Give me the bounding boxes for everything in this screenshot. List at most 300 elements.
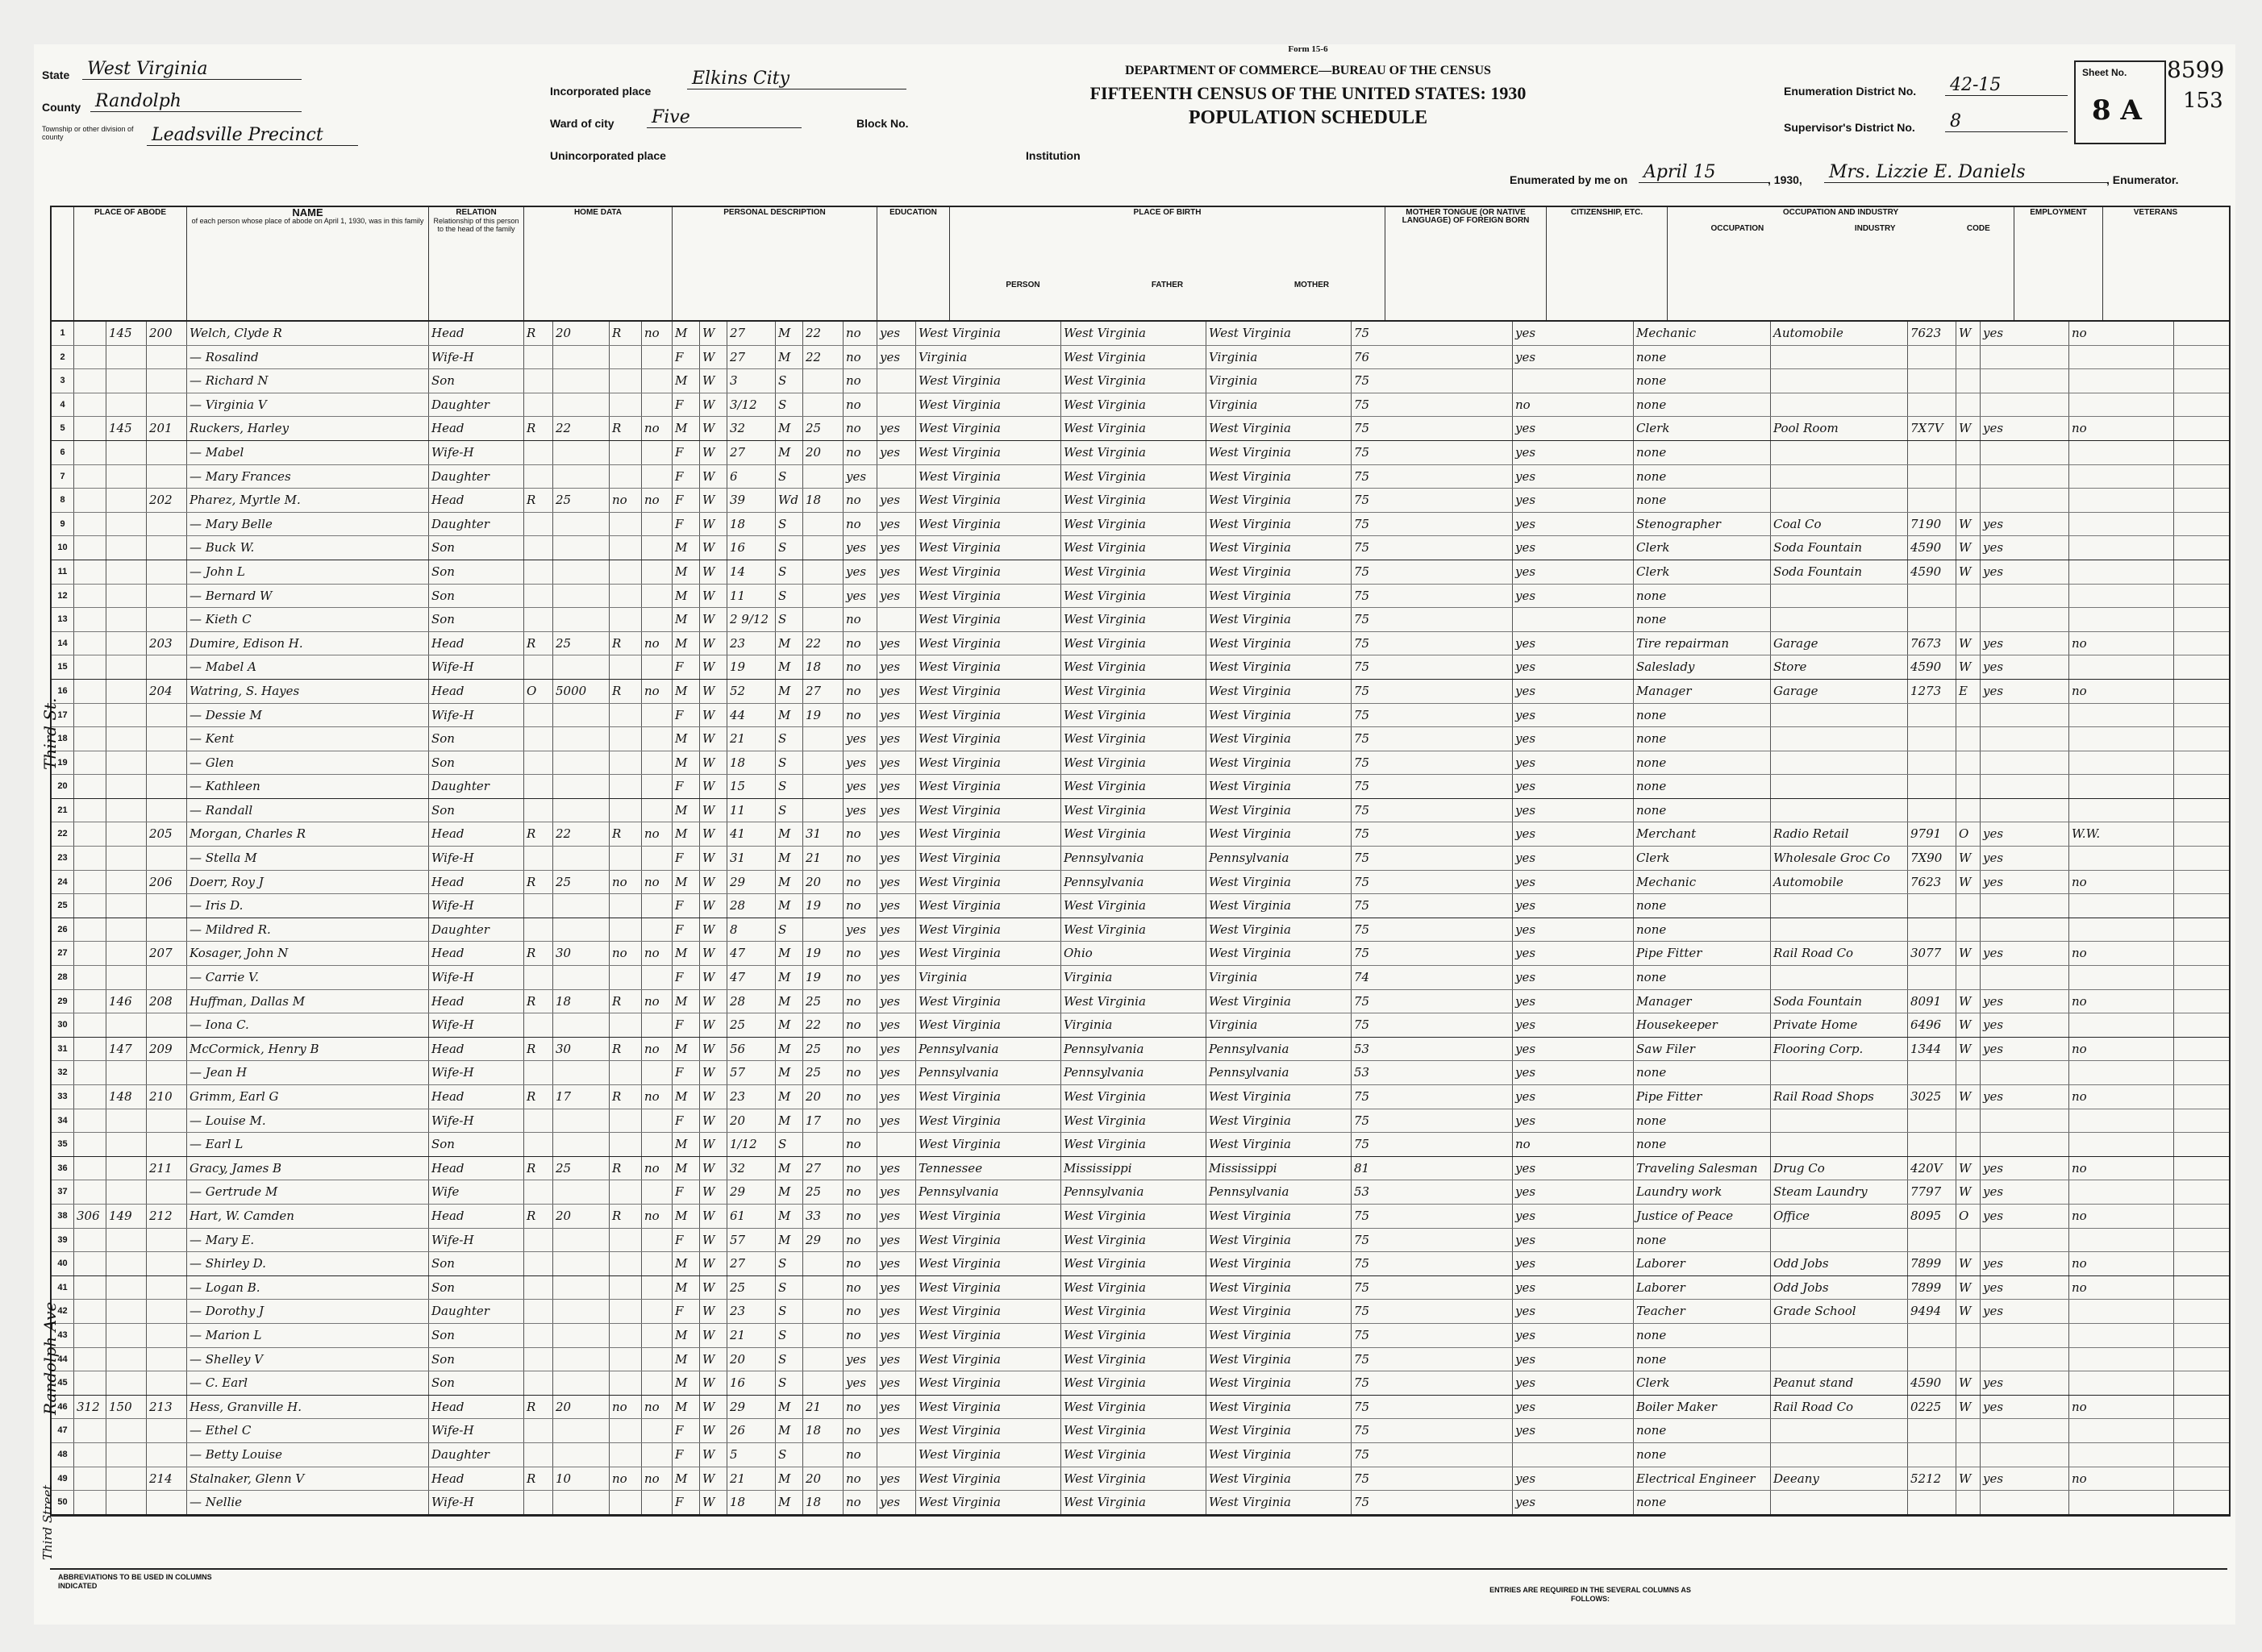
cell-sch: yes	[844, 799, 877, 822]
cell-agem	[803, 1276, 844, 1300]
cell-race: W	[700, 727, 727, 751]
cell-age: 16	[727, 536, 776, 560]
year-label: , 1930,	[1768, 173, 1802, 186]
sheet-footer	[50, 1568, 2227, 1626]
cell-work: yes	[1981, 680, 2069, 703]
cell-own	[524, 894, 553, 918]
cell-val: 20	[553, 1205, 610, 1228]
cell-bp: West Virginia	[916, 918, 1061, 942]
cell-code	[1908, 775, 1956, 798]
cell-ind	[1771, 393, 1908, 417]
header-birth-title: PLACE OF BIRTH	[1133, 208, 1202, 217]
cell-fam	[147, 369, 187, 393]
cell-read: yes	[877, 1109, 916, 1133]
cell-st	[74, 369, 106, 393]
cell-race: W	[700, 560, 727, 584]
cell-sch: no	[844, 1467, 877, 1491]
cell-lang: 53	[1352, 1038, 1513, 1061]
cell-bm: West Virginia	[1206, 822, 1352, 846]
cell-val	[553, 1371, 610, 1395]
cell-farm: no	[642, 990, 673, 1013]
cell-cls: W	[1956, 655, 1981, 679]
cell-eng: yes	[1513, 990, 1634, 1013]
cell-age: 11	[727, 799, 776, 822]
cell-house	[106, 1133, 147, 1156]
enumerator-label: , Enumerator.	[2106, 173, 2179, 186]
cell-lang: 75	[1352, 608, 1513, 631]
cell-vet	[2069, 1180, 2174, 1204]
cell-ln: 33	[52, 1085, 74, 1109]
cell-st	[74, 585, 106, 608]
cell-age: 5	[727, 1443, 776, 1467]
cell-agem	[803, 513, 844, 536]
cell-ln: 21	[52, 799, 74, 822]
cell-bm: West Virginia	[1206, 1371, 1352, 1395]
cell-name: Stalnaker, Glenn V	[187, 1467, 429, 1491]
cell-vet	[2069, 1061, 2174, 1084]
supervisor-label: Supervisor's District No.	[1784, 121, 1915, 134]
cell-farm	[642, 1252, 673, 1275]
cell-cls: W	[1956, 847, 1981, 870]
cell-code: 5212	[1908, 1467, 1956, 1491]
cell-fam: 211	[147, 1157, 187, 1180]
cell-ind	[1771, 894, 1908, 918]
cell-name: — Mabel A	[187, 655, 429, 679]
cell-house	[106, 727, 147, 751]
cell-radio: R	[610, 1085, 642, 1109]
cell-farm	[642, 1133, 673, 1156]
cell-st	[74, 1109, 106, 1133]
cell-ind: Coal Co	[1771, 513, 1908, 536]
cell-val: 22	[553, 822, 610, 846]
cell-name: Dumire, Edison H.	[187, 632, 429, 655]
cell-house	[106, 847, 147, 870]
cell-bp: West Virginia	[916, 369, 1061, 393]
cell-bp: West Virginia	[916, 608, 1061, 631]
cell-house	[106, 871, 147, 894]
cell-ind	[1771, 799, 1908, 822]
cell-eng: yes	[1513, 346, 1634, 369]
cell-house	[106, 1348, 147, 1371]
cell-eng: yes	[1513, 1300, 1634, 1323]
cell-radio	[610, 369, 642, 393]
cell-sex: F	[673, 513, 700, 536]
cell-bf: West Virginia	[1061, 1348, 1206, 1371]
cell-radio	[610, 608, 642, 631]
cell-ln: 37	[52, 1180, 74, 1204]
cell-code: 4590	[1908, 536, 1956, 560]
cell-name: — Kathleen	[187, 775, 429, 798]
cell-val	[553, 775, 610, 798]
cell-fam: 210	[147, 1085, 187, 1109]
column-headers	[52, 207, 2229, 322]
cell-agem: 25	[803, 1061, 844, 1084]
cell-radio	[610, 1109, 642, 1133]
cell-vet: no	[2069, 1157, 2174, 1180]
cell-vet	[2069, 966, 2174, 989]
cell-radio	[610, 1443, 642, 1467]
cell-bp: Virginia	[916, 966, 1061, 989]
cell-cls	[1956, 369, 1981, 393]
cell-vet	[2069, 1443, 2174, 1467]
cell-code	[1908, 1133, 1956, 1156]
cell-vet	[2069, 560, 2174, 584]
cell-vet: no	[2069, 680, 2174, 703]
cell-bp: West Virginia	[916, 1229, 1061, 1252]
cell-work	[1981, 727, 2069, 751]
cell-read: yes	[877, 942, 916, 965]
cell-eng: yes	[1513, 1038, 1634, 1061]
cell-farm	[642, 513, 673, 536]
cell-bm: West Virginia	[1206, 441, 1352, 464]
cell-vet	[2069, 1348, 2174, 1371]
cell-st	[74, 465, 106, 489]
cell-code: 1273	[1908, 680, 1956, 703]
cell-sex: F	[673, 1443, 700, 1467]
cell-read: yes	[877, 489, 916, 512]
cell-fam: 206	[147, 871, 187, 894]
cell-vet	[2069, 608, 2174, 631]
cell-cls: W	[1956, 1085, 1981, 1109]
cell-house	[106, 1061, 147, 1084]
cell-cls	[1956, 704, 1981, 727]
cell-ind	[1771, 751, 1908, 775]
table-row	[52, 1061, 2229, 1085]
cell-mar: M	[776, 632, 803, 655]
cell-st	[74, 1371, 106, 1395]
cell-house: 149	[106, 1205, 147, 1228]
cell-farm	[642, 608, 673, 631]
cell-bm: West Virginia	[1206, 1276, 1352, 1300]
cell-name: — Virginia V	[187, 393, 429, 417]
cell-bm: West Virginia	[1206, 465, 1352, 489]
cell-work	[1981, 465, 2069, 489]
cell-occ: Justice of Peace	[1634, 1205, 1771, 1228]
cell-race: W	[700, 393, 727, 417]
cell-vet	[2069, 441, 2174, 464]
cell-own: R	[524, 1157, 553, 1180]
cell-race: W	[700, 918, 727, 942]
cell-bp: West Virginia	[916, 1396, 1061, 1419]
header-veterans: VETERANS	[2133, 208, 2178, 217]
margin-street-2: Randolph Ave	[40, 1301, 60, 1415]
cell-ln: 7	[52, 465, 74, 489]
cell-mar: M	[776, 822, 803, 846]
cell-work	[1981, 1133, 2069, 1156]
cell-code	[1908, 1443, 1956, 1467]
cell-ln: 29	[52, 990, 74, 1013]
cell-fam	[147, 1491, 187, 1514]
cell-fam	[147, 918, 187, 942]
cell-ln: 45	[52, 1371, 74, 1395]
cell-lang: 75	[1352, 847, 1513, 870]
cell-ln: 27	[52, 942, 74, 965]
cell-bp: Virginia	[916, 346, 1061, 369]
cell-name: — Dorothy J	[187, 1300, 429, 1323]
cell-sex: F	[673, 1491, 700, 1514]
cell-work: yes	[1981, 632, 2069, 655]
cell-mar: M	[776, 1419, 803, 1442]
cell-name: — Earl L	[187, 1133, 429, 1156]
supervisor-value: 8	[1945, 111, 2068, 132]
cell-bm: Pennsylvania	[1206, 1180, 1352, 1204]
incorporated-label: Incorporated place	[550, 85, 652, 98]
cell-radio	[610, 918, 642, 942]
cell-fam: 207	[147, 942, 187, 965]
cell-ind	[1771, 775, 1908, 798]
cell-st	[74, 1491, 106, 1514]
cell-work: yes	[1981, 871, 2069, 894]
cell-cls: W	[1956, 322, 1981, 345]
cell-read: yes	[877, 1013, 916, 1037]
cell-sch: no	[844, 871, 877, 894]
cell-vet	[2069, 655, 2174, 679]
cell-house	[106, 1157, 147, 1180]
cell-sex: F	[673, 1061, 700, 1084]
cell-vet	[2069, 489, 2174, 512]
sheet-header	[34, 44, 2235, 206]
cell-lang: 75	[1352, 513, 1513, 536]
cell-val: 10	[553, 1467, 610, 1491]
cell-rel: Wife-H	[429, 704, 524, 727]
margin-street-3: Third Street	[40, 1484, 55, 1560]
cell-bm: West Virginia	[1206, 704, 1352, 727]
cell-vet	[2069, 1133, 2174, 1156]
cell-race: W	[700, 1013, 727, 1037]
cell-work	[1981, 1491, 2069, 1514]
cell-race: W	[700, 1324, 727, 1347]
cell-agem	[803, 1443, 844, 1467]
cell-rel: Daughter	[429, 465, 524, 489]
cell-race: W	[700, 441, 727, 464]
cell-farm: no	[642, 322, 673, 345]
cell-rel: Wife-H	[429, 1061, 524, 1084]
cell-bm: West Virginia	[1206, 1324, 1352, 1347]
cell-bm: West Virginia	[1206, 1300, 1352, 1323]
cell-st	[74, 1467, 106, 1491]
cell-sex: F	[673, 655, 700, 679]
cell-age: 29	[727, 1396, 776, 1419]
cell-house	[106, 1252, 147, 1275]
cell-mar: Wd	[776, 489, 803, 512]
cell-sch: yes	[844, 585, 877, 608]
cell-work	[1981, 441, 2069, 464]
cell-st	[74, 799, 106, 822]
cell-house	[106, 465, 147, 489]
cell-read: yes	[877, 1467, 916, 1491]
cell-work: yes	[1981, 847, 2069, 870]
cell-age: 8	[727, 918, 776, 942]
cell-read: yes	[877, 1061, 916, 1084]
cell-mar: M	[776, 1467, 803, 1491]
cell-ln: 25	[52, 894, 74, 918]
cell-bm: West Virginia	[1206, 585, 1352, 608]
cell-read: yes	[877, 680, 916, 703]
cell-race: W	[700, 585, 727, 608]
cell-st	[74, 822, 106, 846]
cell-st	[74, 966, 106, 989]
cell-bm: West Virginia	[1206, 1133, 1352, 1156]
cell-race: W	[700, 942, 727, 965]
cell-eng: yes	[1513, 1324, 1634, 1347]
cell-read: yes	[877, 1205, 916, 1228]
cell-rel: Wife-H	[429, 441, 524, 464]
cell-bf: West Virginia	[1061, 799, 1206, 822]
cell-work	[1981, 918, 2069, 942]
cell-st	[74, 1443, 106, 1467]
cell-val	[553, 1324, 610, 1347]
cell-sch: no	[844, 1276, 877, 1300]
cell-bm: West Virginia	[1206, 1491, 1352, 1514]
cell-mar: S	[776, 393, 803, 417]
cell-rel: Son	[429, 585, 524, 608]
table-row	[52, 847, 2229, 871]
cell-rel: Wife-H	[429, 966, 524, 989]
cell-work: yes	[1981, 1013, 2069, 1037]
cell-eng: yes	[1513, 751, 1634, 775]
cell-read	[877, 1443, 916, 1467]
cell-sch: no	[844, 655, 877, 679]
cell-radio	[610, 847, 642, 870]
cell-cls: W	[1956, 632, 1981, 655]
cell-occ: Merchant	[1634, 822, 1771, 846]
cell-own	[524, 1419, 553, 1442]
cell-age: 18	[727, 751, 776, 775]
cell-sch: no	[844, 417, 877, 440]
cell-sch: no	[844, 1491, 877, 1514]
cell-ind	[1771, 608, 1908, 631]
cell-code: 6496	[1908, 1013, 1956, 1037]
cell-cls	[1956, 346, 1981, 369]
cell-bf: West Virginia	[1061, 894, 1206, 918]
cell-ln: 38	[52, 1205, 74, 1228]
cell-sex: M	[673, 322, 700, 345]
district-value: 42-15	[1945, 75, 2068, 96]
cell-work: yes	[1981, 1157, 2069, 1180]
table-row	[52, 1491, 2229, 1515]
cell-house	[106, 966, 147, 989]
cell-read: yes	[877, 871, 916, 894]
cell-house	[106, 632, 147, 655]
cell-ln: 2	[52, 346, 74, 369]
cell-ind: Odd Jobs	[1771, 1276, 1908, 1300]
cell-own	[524, 1491, 553, 1514]
cell-agem	[803, 585, 844, 608]
cell-agem: 31	[803, 822, 844, 846]
cell-agem: 21	[803, 847, 844, 870]
cell-sex: M	[673, 799, 700, 822]
cell-code	[1908, 1491, 1956, 1514]
cell-cls	[1956, 441, 1981, 464]
cell-agem	[803, 1324, 844, 1347]
cell-occ: none	[1634, 369, 1771, 393]
cell-radio	[610, 655, 642, 679]
cell-lang: 75	[1352, 536, 1513, 560]
cell-cls	[1956, 894, 1981, 918]
cell-age: 44	[727, 704, 776, 727]
cell-own	[524, 608, 553, 631]
cell-ind	[1771, 1229, 1908, 1252]
cell-fam	[147, 441, 187, 464]
cell-bm: West Virginia	[1206, 560, 1352, 584]
cell-ind	[1771, 441, 1908, 464]
cell-own	[524, 1324, 553, 1347]
cell-st	[74, 1229, 106, 1252]
cell-name: Morgan, Charles R	[187, 822, 429, 846]
cell-own: R	[524, 990, 553, 1013]
cell-ind	[1771, 918, 1908, 942]
cell-farm: no	[642, 1085, 673, 1109]
cell-occ: none	[1634, 775, 1771, 798]
cell-fam: 212	[147, 1205, 187, 1228]
cell-vet: no	[2069, 1205, 2174, 1228]
cell-age: 39	[727, 489, 776, 512]
cell-cls: W	[1956, 1300, 1981, 1323]
cell-val: 25	[553, 632, 610, 655]
cell-agem: 18	[803, 655, 844, 679]
cell-age: 57	[727, 1229, 776, 1252]
institution-label: Institution	[1026, 149, 1081, 162]
cell-vet: W.W.	[2069, 822, 2174, 846]
cell-house	[106, 655, 147, 679]
cell-val	[553, 536, 610, 560]
cell-code: 8091	[1908, 990, 1956, 1013]
cell-race: W	[700, 871, 727, 894]
cell-bm: West Virginia	[1206, 1085, 1352, 1109]
cell-mar: M	[776, 1180, 803, 1204]
cell-house	[106, 751, 147, 775]
cell-val	[553, 1348, 610, 1371]
cell-bm: Virginia	[1206, 369, 1352, 393]
cell-ind: Peanut stand	[1771, 1371, 1908, 1395]
cell-occ: none	[1634, 704, 1771, 727]
county-value: Randolph	[90, 91, 302, 112]
sheet-label: Sheet No.	[2082, 67, 2127, 78]
cell-fam	[147, 799, 187, 822]
cell-name: — Stella M	[187, 847, 429, 870]
cell-ln: 15	[52, 655, 74, 679]
cell-agem	[803, 775, 844, 798]
cell-age: 57	[727, 1061, 776, 1084]
cell-bm: West Virginia	[1206, 1443, 1352, 1467]
cell-code: 7623	[1908, 322, 1956, 345]
cell-bp: West Virginia	[916, 1419, 1061, 1442]
cell-occ: none	[1634, 346, 1771, 369]
cell-age: 15	[727, 775, 776, 798]
cell-fam	[147, 1013, 187, 1037]
cell-st	[74, 871, 106, 894]
cell-ind: Automobile	[1771, 322, 1908, 345]
cell-eng: yes	[1513, 894, 1634, 918]
cell-lang: 75	[1352, 655, 1513, 679]
cell-read: yes	[877, 1038, 916, 1061]
cell-occ: none	[1634, 751, 1771, 775]
cell-work	[1981, 369, 2069, 393]
state-value: West Virginia	[82, 59, 302, 80]
cell-farm: no	[642, 417, 673, 440]
cell-agem: 27	[803, 680, 844, 703]
cell-eng: yes	[1513, 1371, 1634, 1395]
cell-bf: West Virginia	[1061, 1205, 1206, 1228]
cell-rel: Head	[429, 1467, 524, 1491]
cell-ln: 19	[52, 751, 74, 775]
cell-bf: West Virginia	[1061, 608, 1206, 631]
cell-read: yes	[877, 1252, 916, 1275]
cell-lang: 75	[1352, 894, 1513, 918]
cell-house	[106, 1229, 147, 1252]
cell-fam	[147, 608, 187, 631]
cell-lang: 75	[1352, 632, 1513, 655]
